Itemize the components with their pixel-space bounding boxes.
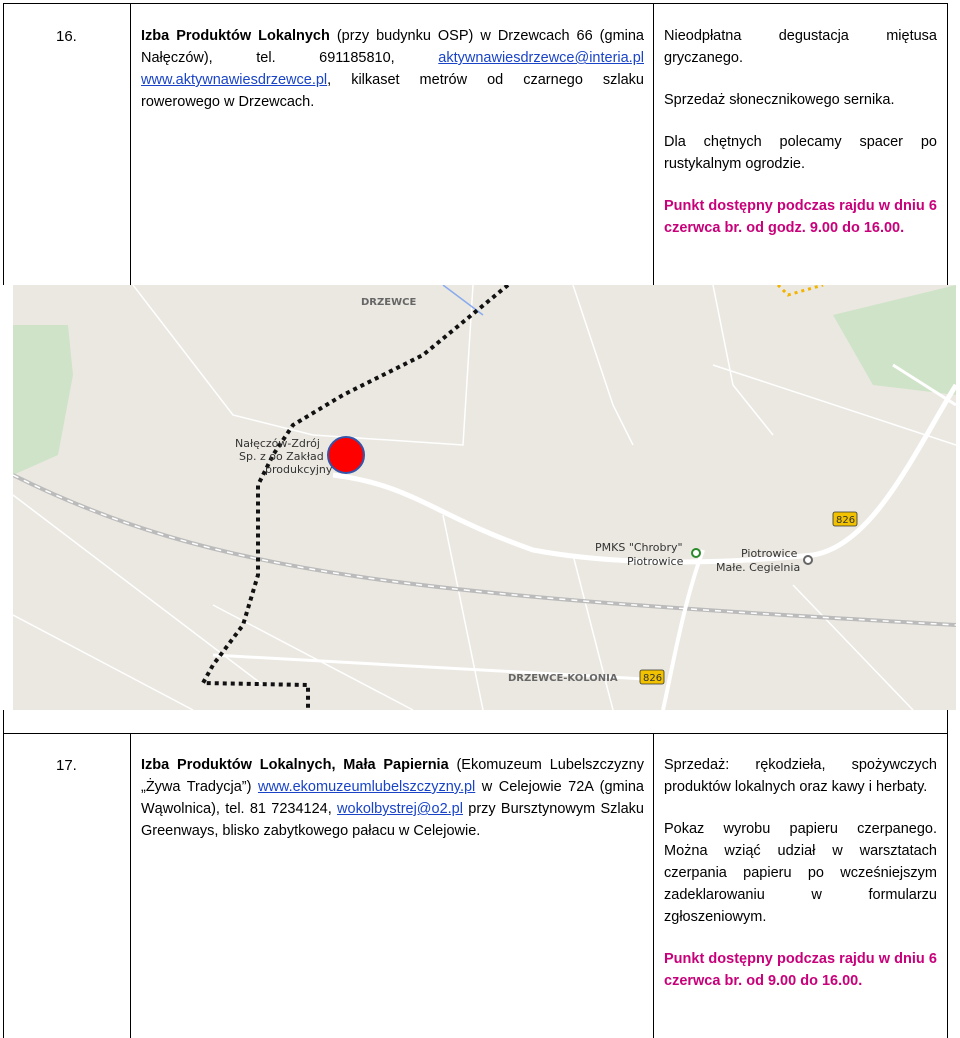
poi-pmks[interactable] <box>692 549 700 557</box>
map-label-piotrowice-2: Małe. Cegielnia <box>716 561 801 574</box>
map-forest-1 <box>13 325 73 475</box>
row16-highlight: Punkt dostępny podczas rajdu w dniu 6 czerwca br. od godz. 9.00 do 16.00. <box>664 198 937 236</box>
row17-number: 17. <box>56 757 77 774</box>
table-left-border <box>3 3 4 285</box>
row16-offer3: Dla chętnych polecamy spacer po rustykalnym ogrodzie. <box>664 134 937 172</box>
map-road-south <box>663 550 703 710</box>
table-right-border <box>947 3 948 285</box>
row17-email-link[interactable]: wokolbystrej@o2.pl <box>337 801 463 817</box>
poi-cegielnia[interactable] <box>804 556 812 564</box>
map-label-piotrowice-1: Piotrowice <box>741 547 798 560</box>
row17-desc3: przy Bursztynowym Szlaku Greenways, blisko zabytkowego pałacu w Celejowie. <box>141 801 644 839</box>
col-divider-2 <box>653 3 654 285</box>
location-marker[interactable] <box>328 437 364 473</box>
row17-name: Izba Produktów Lokalnych, Mała Papiernia <box>141 757 449 773</box>
map-label-naleczow-3: produkcyjny <box>265 463 333 476</box>
map-canvas <box>13 285 956 710</box>
map-label-drzewce-kolonia: DRZEWCE-KOLONIA <box>508 673 618 684</box>
row17-website-link[interactable]: www.ekomuzeumlubelszczyzny.pl <box>257 779 476 795</box>
row17-desc2: w Celejowie 72A (gmina Wąwolnica), tel. 81 7234124, <box>141 779 644 817</box>
map-black-trail <box>203 285 508 710</box>
row17-col-divider-1 <box>130 733 131 1038</box>
table-top-border <box>3 3 948 4</box>
row17-description <box>141 754 644 842</box>
row16-website-link[interactable]: www.aktywnawiesdrzewce.pl <box>141 72 328 88</box>
map-label-naleczow-2: Sp. z oo Zakład <box>239 450 324 463</box>
map-label-drzewce: DRZEWCE <box>361 297 417 308</box>
row16-number: 16. <box>56 28 77 45</box>
map-label-pmks-2: Piotrowice <box>627 555 684 568</box>
map-yellow-trail <box>778 285 823 295</box>
location-map[interactable] <box>13 285 956 710</box>
row16-desc2: , kilkaset metrów od czarnego szlaku rowerowego w Drzewcach. <box>141 72 644 110</box>
map-field-lines <box>13 285 956 710</box>
row17-highlight: Punkt dostępny podczas rajdu w dniu 6 czerwca br. od 9.00 do 16.00. <box>664 951 937 989</box>
row16-name: Izba Produktów Lokalnych <box>141 28 330 44</box>
row17-desc1: (Ekomuzeum Lubelszczyzny „Żywa Tradycja”) <box>141 757 644 795</box>
map-label-pmks-1: PMKS "Chrobry" <box>595 541 683 554</box>
col-divider-1 <box>130 3 131 285</box>
row16-desc1: (przy budynku OSP) w Drzewcach 66 (gmina Nałęczów), tel. 691185810, <box>141 28 645 66</box>
road-sign-826-south-label: 826 <box>643 673 663 684</box>
row16-offer1: Nieodpłatna degustacja miętusa gryczanego. <box>664 28 937 66</box>
map-forest-2 <box>833 285 956 395</box>
road-sign-826-east-label: 826 <box>836 515 856 526</box>
row17-offer <box>664 754 937 1012</box>
map-road-826 <box>333 385 956 562</box>
row17-top-border <box>3 733 948 734</box>
row17-offer1: Sprzedaż: rękodzieła, spożywczych produktów lokalnych oraz kawy i herbaty. <box>664 757 937 795</box>
row16-email-link[interactable]: aktywnawiesdrzewce@interia.pl <box>438 50 644 66</box>
row17-right-border <box>947 710 948 1038</box>
row16-description <box>141 25 644 113</box>
row17-left-border <box>3 710 4 1038</box>
map-label-naleczow-1: Nałęczów-Zdrój <box>235 437 320 450</box>
row16-offer2: Sprzedaż słonecznikowego sernika. <box>664 92 895 108</box>
row16-offer <box>664 25 937 259</box>
row17-col-divider-2 <box>653 733 654 1038</box>
row17-offer2: Pokaz wyrobu papieru czerpanego. Można wziąć udział w warsztatach czerpania papieru po wcześniejszym zadeklarowaniu w formularzu zgłoszeniowym. <box>664 821 937 925</box>
